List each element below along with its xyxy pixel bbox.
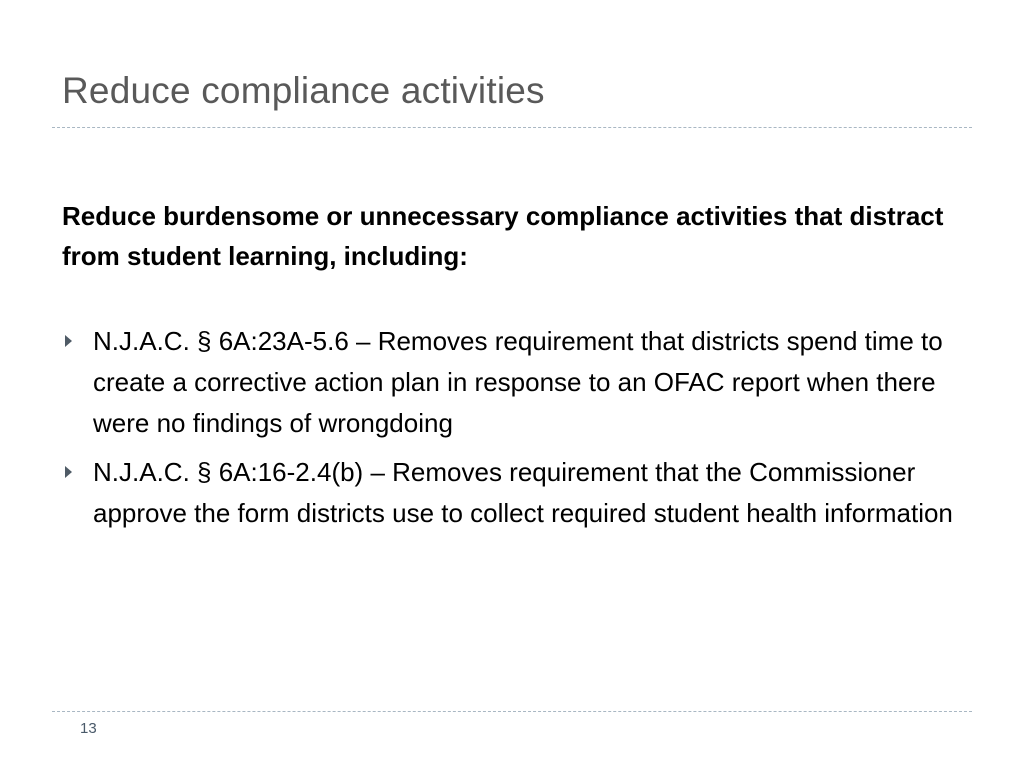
title-divider: [52, 127, 972, 128]
bullet-text: N.J.A.C. § 6A:16-2.4(b) – Removes requirement that the Commissioner approve the form districts use to collect required student health information: [93, 457, 953, 528]
bullet-text: N.J.A.C. § 6A:23A-5.6 – Removes requirement that districts spend time to create a corrective action plan in response to an OFAC report when there were no findings of wrongdoing: [93, 326, 943, 438]
bullet-item: [62, 321, 962, 444]
footer-divider: [52, 711, 972, 712]
intro-text: Reduce burdensome or unnecessary compliance activities that distract from student learning, including:: [62, 201, 944, 271]
slide-title: Reduce compliance activities: [62, 70, 545, 111]
triangle-bullet-icon: [65, 466, 72, 478]
bullet-item: [62, 452, 962, 534]
bullet-list: [62, 321, 962, 542]
triangle-bullet-icon: [65, 335, 72, 347]
page-number: 13: [80, 720, 97, 737]
